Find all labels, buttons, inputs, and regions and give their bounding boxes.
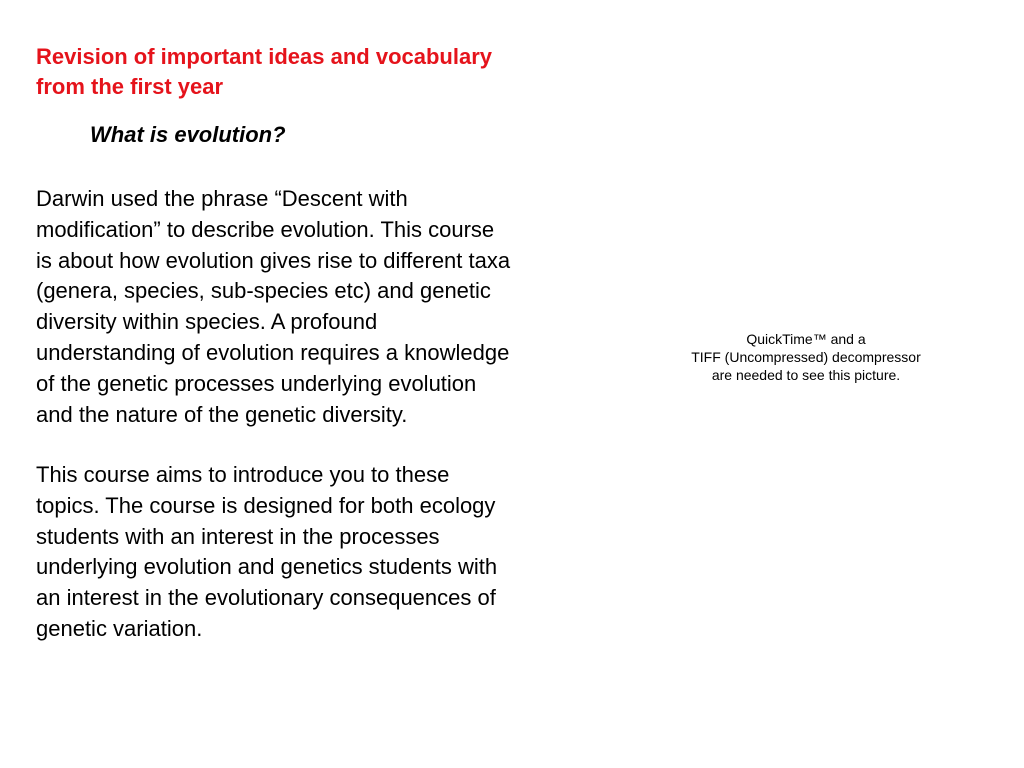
paragraph-line: underlying evolution and genetics students with: [36, 554, 498, 580]
paragraph-line: of the genetic processes underlying evolution: [36, 370, 477, 396]
paragraph-line: topics. The course is designed for both ecology: [36, 492, 496, 518]
paragraph-line: Darwin used the phrase “Descent with: [36, 186, 408, 211]
placeholder-line: TIFF (Uncompressed) decompressor: [691, 349, 921, 365]
slide-title: [36, 42, 596, 102]
paragraph-line: and the nature of the genetic diversity.: [36, 401, 408, 427]
placeholder-line: QuickTime™ and a: [746, 331, 866, 347]
body-paragraph-course-aims: [36, 460, 606, 645]
slide-subtitle: What is evolution?: [90, 122, 286, 147]
paragraph-line: students with an interest in the processes: [36, 523, 440, 549]
placeholder-line: are needed to see this picture.: [711, 367, 901, 383]
paragraph-line: understanding of evolution requires a knowledge: [36, 339, 510, 365]
quicktime-image-placeholder: [620, 330, 992, 384]
paragraph-line: This course aims to introduce you to these: [36, 462, 450, 487]
paragraph-line: an interest in the evolutionary consequences of: [36, 585, 496, 611]
body-paragraph-darwin: [36, 184, 606, 430]
slide-title-line: Revision of important ideas and vocabulary: [36, 44, 492, 69]
paragraph-line: modification” to describe evolution. This course: [36, 216, 495, 242]
paragraph-line: is about how evolution gives rise to different taxa: [36, 247, 511, 273]
paragraph-line: (genera, species, sub-species etc) and genetic: [36, 278, 491, 304]
paragraph-line: diversity within species. A profound: [36, 309, 378, 335]
paragraph-line: genetic variation.: [36, 615, 203, 641]
slide-title-line: from the first year: [36, 74, 224, 99]
